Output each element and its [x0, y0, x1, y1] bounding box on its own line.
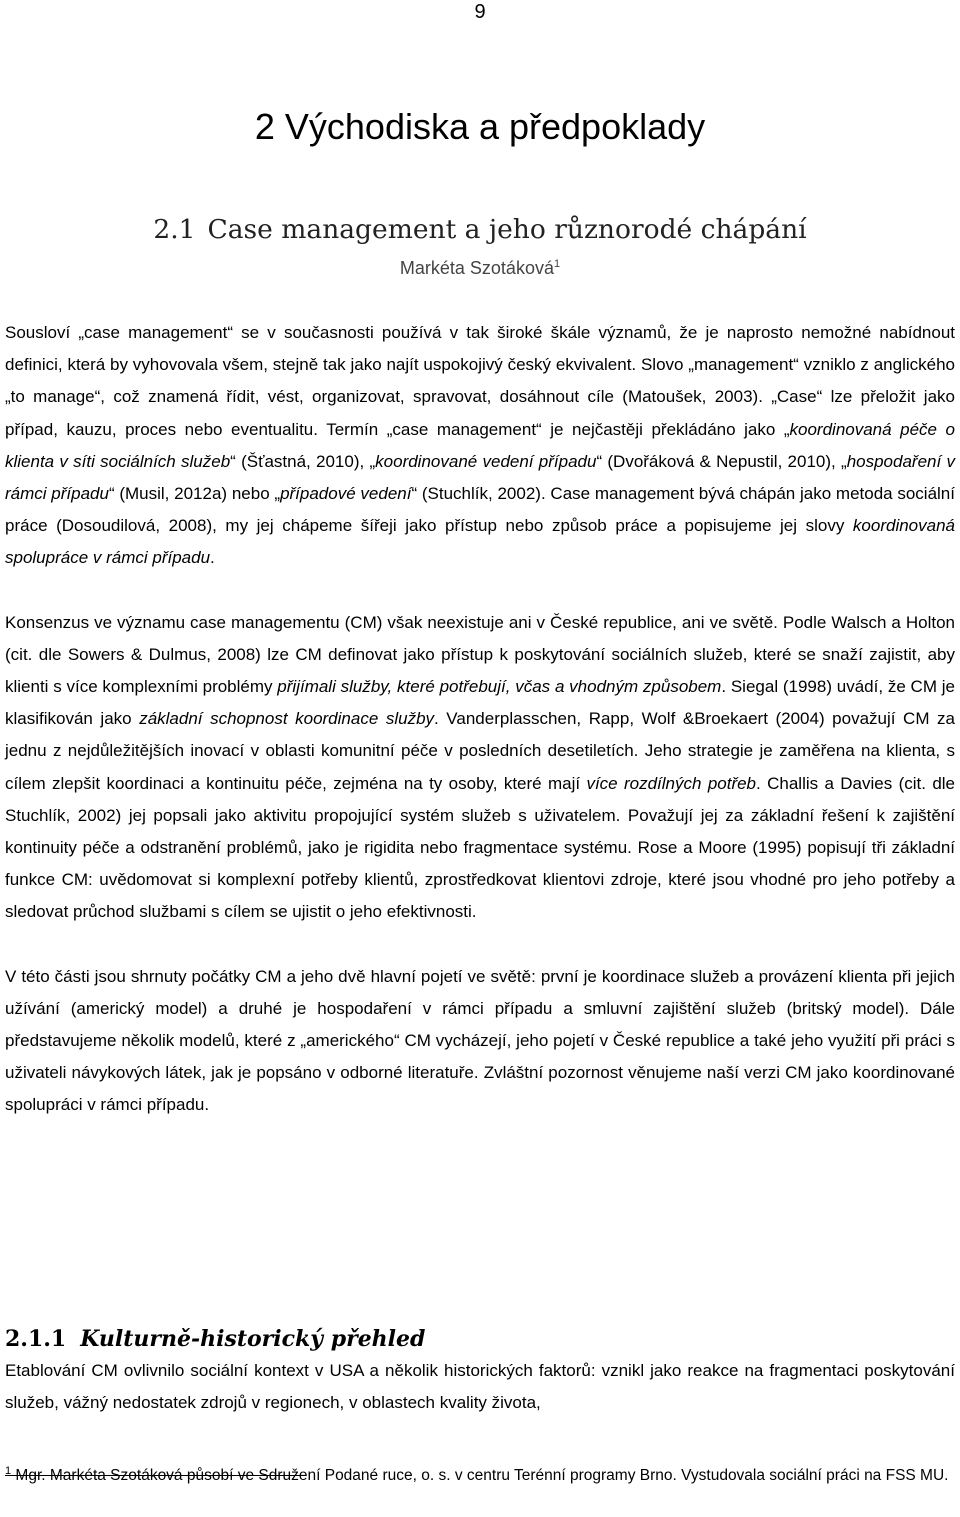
- p1-text: Sousloví „case management“ se v současnosti používá v tak široké škále významů, že je naprosto nemožné nabídnout definici, která by vyhovovala všem, stejně tak jako najít uspokojivý český ekvivalent. Slovo „management“ vzniklo z anglického „to manage“, což znamená řídit, vést, organizovat, spravovat, dosáhnout cíle (Matoušek, 2003). „Case“ lze přeložit jako případ, kauzu, proces nebo eventualitu. Termín „case management“ je nejčastěji překládáno jako „: [5, 323, 955, 439]
- paragraph-3: V této části jsou shrnuty počátky CM a jeho dvě hlavní pojetí ve světě: první je koordinace služeb a provázení klienta při jejich užívání (americký model) a druhé je hospodaření v rámci případu a smluvní zajištění služeb (britský model). Dále představujeme několik modelů, které z „amerického“ CM vycházejí, jeho pojetí v České republice a také jeho využití při práci s uživateli návykových látek, jak je popsáno v odborné literatuře. Zvláštní pozornost věnujeme naší verzi CM jako koordinované spolupráci v rámci případu.: [5, 966, 955, 1115]
- paragraph-1: [5, 317, 955, 575]
- p1-term-2: koordinované vedení případu: [375, 451, 597, 471]
- subsection-title: Kulturně-historický přehled: [80, 1326, 426, 1352]
- footnote-ref: 1: [553, 258, 561, 270]
- body-text-2: [5, 1355, 955, 1451]
- paragraph-4: Etablování CM ovlivnilo sociální kontext v USA a několik historických faktorů: vznikl jako reakce na fragmentaci poskytování služeb, vážný nedostatek zdrojů v regionech, v oblastech kvality života,: [5, 1361, 955, 1413]
- p1-text: .: [210, 548, 215, 568]
- footnote: [5, 1461, 955, 1491]
- p1-term-4: případové vedení: [280, 484, 412, 504]
- author: [0, 254, 960, 282]
- p1-text: “ (Šťastná, 2010), „: [230, 451, 376, 471]
- subsection-heading: [5, 1322, 425, 1356]
- footnote-number: 1: [5, 1464, 12, 1477]
- p1-term-1: koordinovaná péče o klienta v síti sociálních služeb: [5, 419, 955, 471]
- subsection-number: 2.1.1: [5, 1326, 67, 1352]
- p2-term-1: přijímali služby, které potřebují, včas a vhodným způsobem: [277, 677, 722, 697]
- p2-text: . Siegal (1998) uvádí, že CM je klasifikován jako: [5, 677, 955, 729]
- section-number: 2.1: [153, 214, 196, 245]
- body-text: [5, 317, 955, 1154]
- p1-term-3: hospodaření v rámci případu: [5, 451, 955, 504]
- paragraph-2: [5, 607, 955, 929]
- section-title-text: Case management a jeho různorodé chápání: [207, 214, 807, 245]
- p1-term-5: koordinovaná spolupráce v rámci případu: [5, 516, 955, 568]
- page-number: 9: [474, 1, 486, 23]
- p2-term-3: více rozdílných potřeb: [586, 773, 757, 793]
- p2-text: . Challis a Davies (cit. dle Stuchlík, 2002) jej popsali jako aktivitu propojující systém služeb s uživatelem. Považují jej za základní řešení k zajištění kontinuity péče a odstranění problémů, jako je rigidita nebo fragmentace systému. Rose a Moore (1995) popisují tři základní funkce CM: uvědomovat si komplexní potřeby klientů, zprostředkovat klientovi zdroje, které jsou vhodné pro jeho potřeby a sledovat průchod službami s cílem se ujistit o jeho efektivnosti.: [5, 773, 956, 922]
- p1-text: “ (Stuchlík, 2002). Case management bývá chápán jako metoda sociální práce (Dosoudilová, 2008), my jej chápeme šířeji jako přístup nebo způsob práce a popisujeme jej slovy: [5, 484, 955, 536]
- section-title: [0, 208, 960, 252]
- footnote-text: Mgr. Markéta Szotáková působí ve Sdružení Podané ruce, o. s. v centru Terénní programy Brno. Vystudovala sociální práci na FSS MU.: [11, 1467, 949, 1484]
- p1-text: “ (Dvořáková & Nepustil, 2010), „: [596, 451, 847, 471]
- p2-text: . Vanderplasschen, Rapp, Wolf &Broekaert (2004) považují CM za jednu z nejdůležitějších inovací v oblasti komunitní péče v posledních desetiletích. Jeho strategie je zaměřena na klienta, s cílem zlepšit koordinaci a kontinuitu péče, zejména na ty osoby, které mají: [5, 709, 955, 793]
- p2-text: Konsenzus ve významu case managementu (CM) však neexistuje ani v České republice, ani ve světě. Podle Walsch a Holton (cit. dle Sowers & Dulmus, 2008) lze CM definovat jako přístup k poskytování sociálních služeb, které se snaží zajistit, aby klienti s více komplexními problémy: [5, 612, 955, 697]
- p1-text: “ (Musil, 2012a) nebo „: [108, 484, 281, 504]
- chapter-title: 2 Východiska a předpoklady: [254, 106, 706, 147]
- author-name: Markéta Szotáková: [399, 258, 554, 278]
- p2-term-2: základní schopnost koordinace služby: [139, 709, 435, 729]
